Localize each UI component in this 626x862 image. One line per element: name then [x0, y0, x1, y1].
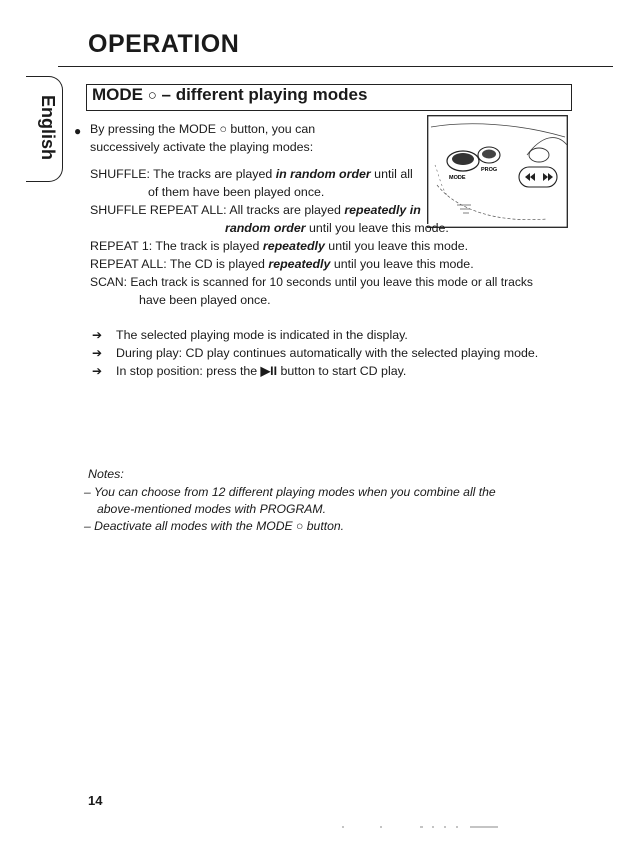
- mode-circle-icon: ○: [147, 87, 157, 104]
- mode-scan-line-2: have been played once.: [139, 293, 271, 307]
- cd-player-illustration: [427, 115, 568, 228]
- section-title: MODE ○ – different playing modes: [92, 85, 368, 104]
- heading-rule: [58, 66, 613, 67]
- mode-shuffle-repeat-all-line-2: random order until you leave this mode.: [225, 221, 449, 235]
- mode-shuffle-repeat-all: SHUFFLE REPEAT ALL: All tracks are played repeatedly in: [90, 203, 421, 217]
- mode-repeat-1: REPEAT 1: The track is played repeatedly until you leave this mode.: [90, 239, 469, 253]
- intro-line-1: By pressing the MODE ○ button, you can: [90, 122, 316, 136]
- note-1-line-1: – You can choose from 12 different playing modes when you combine all the: [84, 485, 496, 499]
- mode-scan: SCAN: Each track is scanned for 10 seconds until you leave this mode or all tracks: [90, 275, 533, 289]
- bottom-scan-marks: [340, 824, 500, 830]
- note-1-line-2: above-mentioned modes with PROGRAM.: [97, 502, 326, 516]
- notes-title: Notes:: [88, 467, 124, 481]
- result-line-1: The selected playing mode is indicated in the display.: [116, 328, 408, 342]
- page-heading: OPERATION: [88, 30, 240, 58]
- result-line-2: During play: CD play continues automatically with the selected playing mode.: [116, 346, 539, 360]
- result-arrow-icon: ➔: [92, 346, 103, 360]
- language-label: English: [38, 95, 58, 161]
- illus-mode-label: MODE: [449, 175, 466, 181]
- mode-shuffle-line-2: of them have been played once.: [148, 185, 325, 199]
- mode-shuffle: SHUFFLE: The tracks are played in random order until all: [90, 167, 413, 181]
- result-line-3: In stop position: press the ▶II button to start CD play.: [116, 364, 407, 378]
- note-2: – Deactivate all modes with the MODE ○ button.: [84, 519, 345, 533]
- play-pause-icon: ▶II: [260, 364, 278, 378]
- result-arrow-icon: ➔: [92, 364, 103, 378]
- mode-repeat-all: REPEAT ALL: The CD is played repeatedly until you leave this mode.: [90, 257, 474, 271]
- result-arrow-icon: ➔: [92, 328, 103, 342]
- skip-buttons-icon: [519, 167, 557, 187]
- intro-line-2: successively activate the playing modes:: [90, 140, 314, 154]
- page-number: 14: [88, 793, 103, 808]
- bullet-icon: ●: [74, 124, 82, 138]
- illus-prog-label: PROG: [481, 167, 498, 173]
